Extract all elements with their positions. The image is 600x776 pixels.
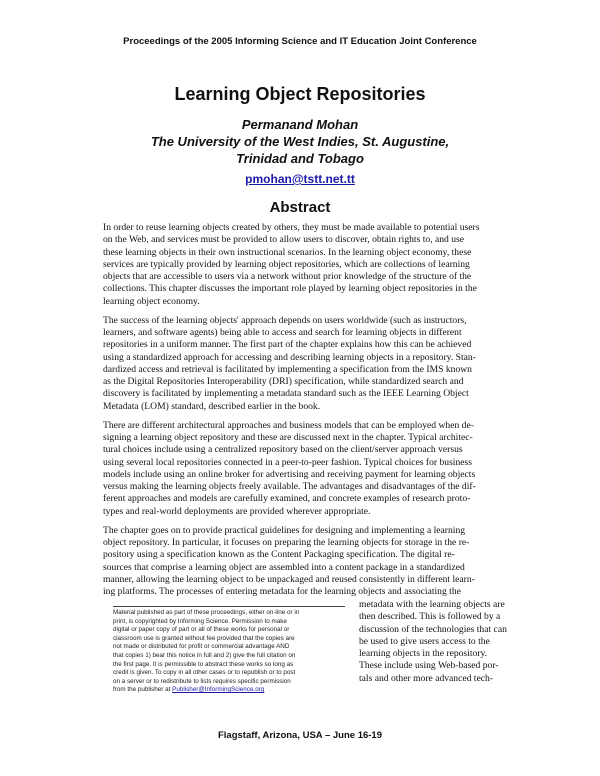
notice-line: print, is copyrighted by Informing Science. Permission to make — [113, 617, 287, 625]
notice-line: on a server or to redistribute to lists requires specific permission — [113, 677, 291, 685]
conference-footer: Flagstaff, Arizona, USA – June 16-19 — [217, 730, 382, 741]
author-affiliation-line2: Trinidad and Tobago — [236, 151, 364, 166]
author-block — [60, 116, 540, 167]
notice-line: Material published as part of these proceedings, either on-line or in — [113, 609, 300, 616]
text-line: on the Web, and services must be provided to allow users to discover, obtain rights to, and use — [103, 234, 465, 246]
text-line: Metadata (LOM) standard, described earlier in the book. — [103, 400, 321, 412]
text-line: learning objects in the repository. — [359, 648, 488, 659]
side-column-text — [359, 599, 539, 685]
text-line: There are different architectural approaches and business models that can be employed when de- — [103, 419, 474, 431]
abstract-paragraph — [103, 420, 537, 518]
text-line: ferent approaches and models are carefully examined, and concrete examples of research proto- — [103, 493, 471, 505]
text-line: learning object economy. — [103, 295, 200, 307]
text-line: be used to give users access to the — [359, 635, 490, 647]
text-line: then described. This is followed by a — [359, 611, 501, 623]
text-line: These include using Web-based por- — [359, 660, 499, 672]
text-line: tals and other more advanced tech- — [359, 672, 493, 684]
author-affiliation-line1: The University of the West Indies, St. Augustine, — [150, 134, 450, 149]
author-email-link[interactable]: pmohan@tstt.net.tt — [245, 172, 355, 186]
notice-line: credit is given. To copy in all other cases or to republish or to post — [113, 669, 296, 677]
text-line: dardized access and retrieval is facilitated by implementing a specification from the IMS known — [103, 363, 472, 375]
publisher-email-link[interactable]: Publisher@InformingScience.org — [172, 686, 265, 694]
text-line: object repository. In particular, it focuses on preparing the learning objects for storage in the re- — [103, 537, 470, 548]
text-line: using several local repositories connected in a peer-to-peer fashion. Typical choices for business — [103, 456, 472, 468]
text-line: as the Digital Repositories Interoperability (DRI) specification, while standardized search and — [103, 376, 464, 387]
text-line: The success of the learning objects' approach depends on users worldwide (such as instructors, — [103, 314, 467, 326]
abstract-paragraph — [103, 222, 537, 308]
text-line: versus making the learning objects freely available. The advantages and disadvantages of the dif- — [103, 481, 476, 492]
text-line: using a standardized approach for accessing and describing learning objects in a repository. Stan- — [103, 351, 476, 363]
text-line: sources that comprise a learning object are assembled into a content package in a standardized — [103, 561, 465, 573]
notice-line: that copies 1) bear this notice in full and 2) give the full citation on — [113, 651, 296, 659]
text-line: types and real-world deployments are provided wherever appropriate. — [103, 505, 371, 517]
conference-header: Proceedings of the 2005 Informing Science and IT Education Joint Conference — [123, 36, 477, 47]
notice-prefix: from the publisher at — [113, 686, 173, 694]
notice-line: classroom use is granted without fee provided that the copies are — [113, 634, 295, 642]
text-line: manner, allowing the learning object to be unpackaged and reused consistently in different learn- — [103, 573, 475, 585]
notice-line: the first page. It is permissible to abstract these works so long as — [113, 660, 294, 668]
abstract-body — [103, 222, 537, 605]
text-line: The chapter goes on to provide practical guidelines for designing and implementing a learning — [103, 524, 466, 536]
text-line: services are typically provided by learning object repositories, which are collections of learning — [103, 258, 470, 270]
text-line: pository using a specification known as the Content Packaging specification. The digital re- — [103, 549, 455, 561]
notice-line — [113, 686, 345, 695]
text-line: these learning objects in their own instructional scenarios. In the learning object economy, these — [103, 246, 472, 258]
text-line: learners, and software agents) being able to access and search for learning objects in different — [103, 327, 462, 338]
author-name: Permanand Mohan — [241, 117, 359, 132]
text-line: collections. This chapter discusses the important role played by learning object repositories in the — [103, 283, 477, 295]
notice-line: digital or paper copy of part or all of these works for personal or — [113, 626, 290, 634]
copyright-notice — [113, 606, 345, 694]
text-line: objects that are accessible to users via a network without prior knowledge of the structure of the — [103, 271, 472, 282]
abstract-paragraph — [103, 315, 537, 413]
text-line: repositories in a uniform manner. The first part of the chapter explains how this can be achieved — [103, 339, 472, 351]
paper-title: Learning Object Repositories — [174, 84, 426, 104]
text-line: In order to reuse learning objects created by others, they must be made available to potential users — [103, 222, 480, 233]
text-line: signing a learning object repository and these are discussed next in the chapter. Typical architec- — [103, 432, 473, 443]
abstract-heading: Abstract — [269, 199, 331, 216]
text-line: tural choices include using a centralized repository based on the client/server approach versus — [103, 444, 463, 456]
text-line: ing platforms. The processes of entering metadata for the learning objects and associating the — [103, 586, 461, 597]
text-line: discovery is facilitated by implementing a metadata standard such as the IEEE Learning Object — [103, 388, 469, 400]
notice-line: not made or distributed for profit or commercial advantage AND — [113, 643, 290, 651]
text-line: metadata with the learning objects are — [359, 599, 505, 610]
abstract-paragraph — [103, 525, 537, 599]
text-line: models include using an online broker for advertising and receiving payment for learning objects — [103, 468, 476, 480]
text-line: discussion of the technologies that can — [359, 623, 507, 635]
